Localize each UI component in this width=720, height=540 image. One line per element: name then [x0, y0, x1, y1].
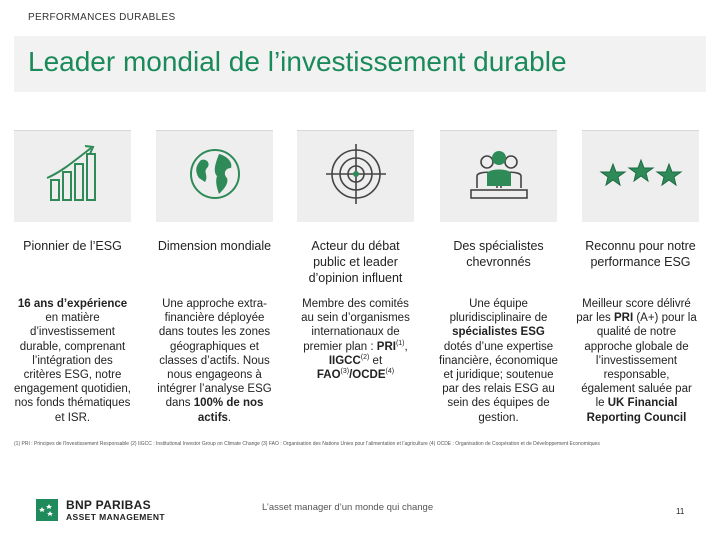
icon-box-5 [582, 130, 699, 222]
col-heading-1: Pionnier de l’ESG [23, 239, 122, 253]
footnote-ref-3: (3) [340, 368, 350, 376]
iigcc-label: IIGCC [328, 354, 361, 367]
col-body-5-bold1: PRI [613, 312, 634, 325]
col-body-1-rest: en matière d’investissement durable, comprenant l’intégration des critères ESG, notre engagement quotidien, nos fonds thématiques et ISR. [13, 312, 131, 424]
bnp-logo-mark [36, 499, 58, 521]
et-label: et [369, 354, 383, 367]
footnote-ref-4: (4) [385, 368, 395, 376]
section-label: PERFORMANCES DURABLES [28, 12, 176, 23]
col-body-5 [576, 297, 697, 425]
col-body-2-bold: 100% de nos actifs [193, 397, 264, 424]
col-body-3-start: Membre des comités au sein d’organismes internationaux de premier plan : [301, 298, 410, 353]
pri-label: PRI [376, 340, 396, 353]
col-heading-4: Des spécialistes chevronnés [453, 239, 544, 269]
three-stars-icon [599, 138, 683, 215]
footnote-ref-1: (1) [395, 339, 405, 347]
brand-name: BNP PARIBAS [66, 498, 151, 512]
page-number: 11 [676, 507, 685, 516]
col-body-1-bold: 16 ans d’expérience [17, 298, 128, 310]
ocde-label: /OCDE [349, 369, 386, 382]
tagline: L’asset manager d’un monde qui change [262, 502, 434, 513]
col-body-4 [438, 297, 559, 425]
col-body-4-bold: spécialistes ESG [452, 326, 545, 339]
col-body-2-end: . [227, 411, 232, 424]
footnote: (1) PRI : Principes de l’Investissement Responsable (2) IIGCC : Institutional Investor Group on Climate Change (3) FAO : Organisation des Nations Unies pour l’alimentation et l’agriculture (4) OCDE : Organisation de Coopération et de Développement Economiques [14, 441, 600, 447]
globe-icon [179, 138, 251, 215]
brand-subtitle: ASSET MANAGEMENT [66, 512, 165, 522]
fao-label: FAO [316, 369, 341, 382]
col-body-2-start: Une approche extra-financière déployée dans toutes les zones géographiques et classes d’actifs. Nous nous engageons à intégrer l’analyse ESG dans [157, 298, 272, 410]
icon-box-4 [440, 130, 557, 222]
col-body-5-start: Meilleur score délivré par les [576, 298, 691, 325]
bar-chart-growth-icon [37, 138, 109, 215]
col-body-5-mid: (A+) pour la qualité de notre approche globale de l’investissement responsable, également saluée par le [581, 312, 697, 410]
team-icon [463, 138, 535, 215]
col-body-5-bold2: UK Financial Reporting Council [586, 397, 687, 424]
icon-box-2 [156, 130, 273, 222]
col-body-3: Membre des comités au sein d’organismes internationaux de premier plan : PRI$^{(1)}$, IIGCC$^{(2)}$ et FAO$^{(3)}$/OCDE$^{(4)}$ [301, 298, 410, 382]
footnote-ref-2: (2) [360, 353, 370, 361]
col-body-2 [154, 297, 275, 425]
icon-box-1 [14, 130, 131, 222]
target-icon [320, 138, 392, 215]
page-title: Leader mondial de l’investissement durable [28, 46, 567, 77]
col-heading-5: Reconnu pour notre performance ESG [585, 239, 696, 269]
icon-box-3 [297, 130, 414, 222]
col-body-4-end: dotés d’une expertise financière, économique et juridique; soutenue par des relais ESG au sein des équipes de gestion. [439, 340, 558, 424]
col-body-4-start: Une équipe pluridisciplinaire de [449, 298, 548, 325]
col-heading-3: Acteur du débat public et leader d’opinion influent [308, 239, 403, 285]
col-heading-2: Dimension mondiale [157, 239, 272, 253]
col-body-1 [12, 297, 133, 425]
